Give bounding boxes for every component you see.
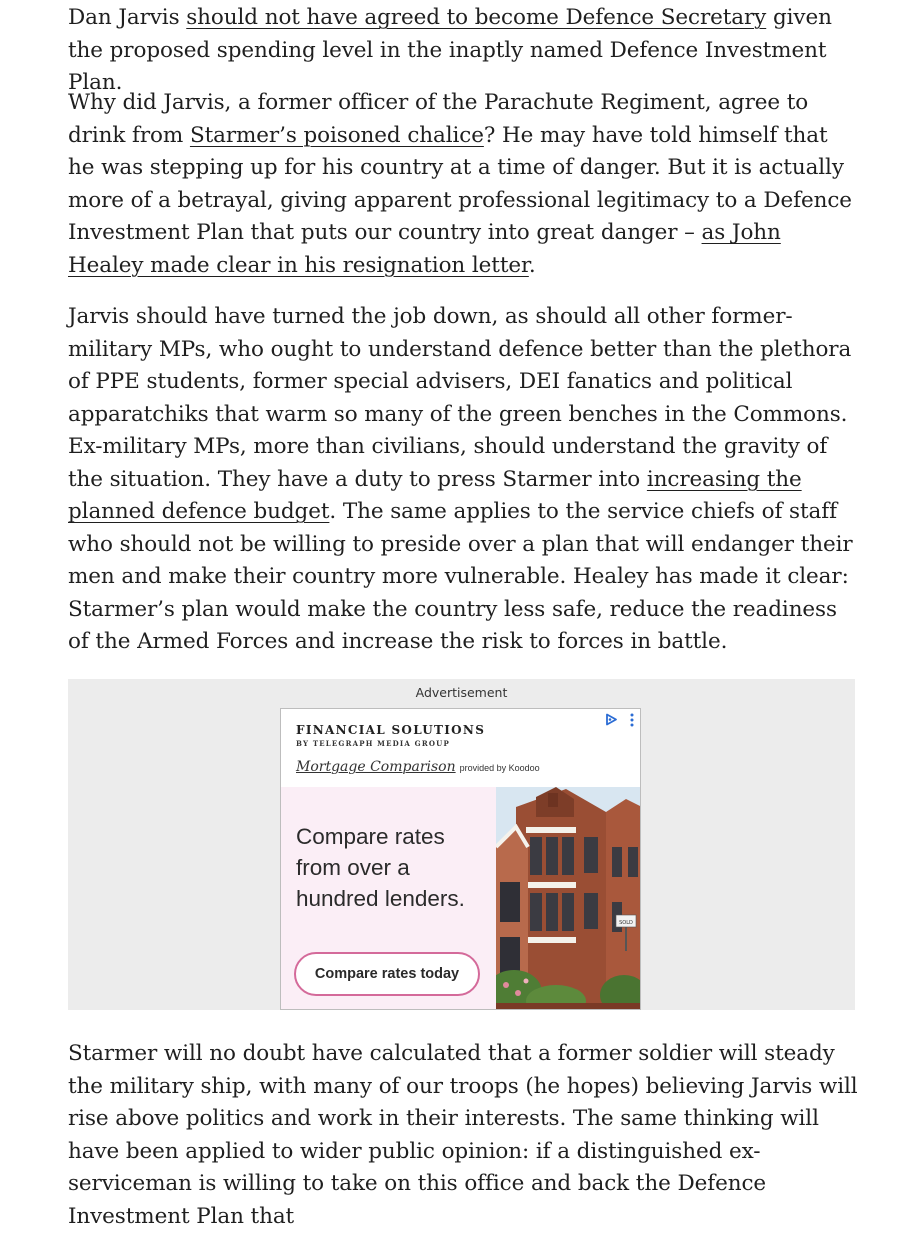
- adchoices-icon[interactable]: [605, 713, 618, 726]
- paragraph-1: Dan Jarvis should not have agreed to become Defence Secretary given the proposed spending level in the inaptly named Defence Investment Plan.: [68, 5, 832, 95]
- ad-menu-icon[interactable]: [630, 713, 634, 727]
- ad-header: [281, 709, 640, 787]
- sold-sign-text: SOLD: [619, 920, 633, 926]
- ad-brand-name: FINANCIAL SOLUTIONS: [296, 723, 486, 737]
- link-should-not-have-agreed[interactable]: should not have agreed to become Defence Secretary: [186, 5, 767, 30]
- ad-brand-subtitle: BY TELEGRAPH MEDIA GROUP: [296, 739, 450, 748]
- advertisement-label: Advertisement: [415, 685, 508, 700]
- paragraph-3: Jarvis should have turned the job down, as should all other former-military MPs, who ought to understand defence better than the plethora of PPE students, former special advisers, DEI fanatics and political apparatchiks that warm so many of the green benches in the Commons. Ex-military MPs, more than civilians, should understand the gravity of the situation. They have a duty to press Starmer into increasing the planned defence budget. The same applies to the service chiefs of staff who should not be willing to preside over a plan that will endanger their men and make their country more vulnerable. Healey has made it clear: Starmer’s plan would make the country less safe, reduce the readiness of the Armed Forces and increase the risk to forces in battle.: [68, 304, 853, 654]
- link-poisoned-chalice[interactable]: Starmer’s poisoned chalice: [189, 122, 484, 148]
- ad-banner[interactable]: [280, 708, 641, 1010]
- ad-headline: Compare rates from over a hundred lenders.: [296, 824, 465, 911]
- ad-text-panel: [281, 787, 496, 1010]
- ad-provider: provided by Koodoo: [459, 763, 540, 773]
- ad-product-line: [296, 756, 540, 775]
- link-resignation-letter[interactable]: as John Healey made clear in his resignation letter: [68, 220, 781, 278]
- compare-rates-button[interactable]: Compare rates today: [294, 952, 480, 996]
- ad-product-name: Mortgage Comparison: [296, 759, 456, 775]
- houses-photo: [496, 787, 641, 1010]
- paragraph-4: Starmer will no doubt have calculated that a former soldier will steady the military ship, with many of our troops (he hopes) believing Jarvis will rise above politics and work in their interests. The same thinking will have been applied to wider public opinion: if a distinguished ex-serviceman is willing to take on this office and back the Defence Investment Plan that: [68, 1041, 858, 1229]
- advertisement-slot: [68, 679, 855, 1010]
- paragraph-2: Why did Jarvis, a former officer of the Parachute Regiment, agree to drink from Starmer’s poisoned chalice? He may have told himself that he was stepping up for his country at a time of danger. But it is actually more of a betrayal, giving apparent professional legitimacy to a Defence Investment Plan that puts our country into great danger – as John Healey made clear in his resignation letter.: [68, 90, 852, 278]
- link-defence-budget[interactable]: increasing the planned defence budget: [68, 466, 802, 524]
